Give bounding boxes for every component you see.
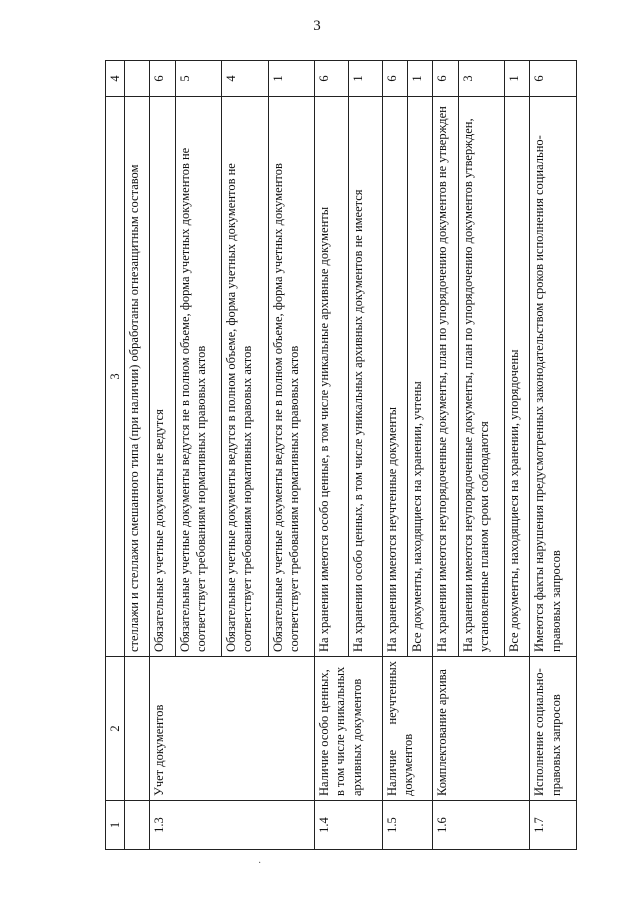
row-criterion xyxy=(125,657,150,801)
row-description: Все документы, находящиеся на хранении, учтены xyxy=(408,97,433,657)
row-score: 1 xyxy=(349,61,383,97)
row-number: 1.4 xyxy=(315,801,383,850)
table-row xyxy=(150,61,175,850)
row-number: 1.6 xyxy=(433,801,530,850)
row-score: 3 xyxy=(458,61,505,97)
table-row xyxy=(383,61,408,850)
row-score: 4 xyxy=(222,61,269,97)
table-row xyxy=(315,61,349,850)
row-score: 6 xyxy=(383,61,408,97)
row-description: На хранении имеются особо ценные, в том числе уникальные архивные документы xyxy=(315,97,349,657)
row-description: стеллажи и стеллажи смешанного типа (при наличии) обработаны огнезащитным составом xyxy=(125,97,150,657)
row-number: 1.5 xyxy=(383,801,433,850)
row-score: 6 xyxy=(433,61,458,97)
row-score: 6 xyxy=(530,61,577,97)
row-criterion: Учет документов xyxy=(150,657,315,801)
row-description: Обязательные учетные документы ведутся в полном объеме, форма учетных документов не соответствует требованиям нормативных правовых актов xyxy=(222,97,269,657)
row-description: На хранении имеются неупорядоченные документы, план по упорядочению документов не утвержден xyxy=(433,97,458,657)
header-col-3: 3 xyxy=(106,97,125,657)
row-score: 1 xyxy=(505,61,530,97)
row-description: Обязательные учетные документы ведутся не в полном объеме, форма учетных документов не соответствует требованиям нормативных правовых актов xyxy=(175,97,222,657)
row-number: 1.3 xyxy=(150,801,315,850)
evaluation-table xyxy=(105,60,577,850)
rotated-table-container xyxy=(105,60,577,850)
row-description: На хранении имеются неупорядоченные документы, план по упорядочению документов утвержден, установленные планом сроки соблюдаются xyxy=(458,97,505,657)
table-row xyxy=(433,61,458,850)
header-col-1: 1 xyxy=(106,801,125,850)
header-col-2: 2 xyxy=(106,657,125,801)
row-score: 1 xyxy=(268,61,315,97)
row-description: Обязательные учетные документы не ведутся xyxy=(150,97,175,657)
row-description: На хранении имеются неучтенные документы xyxy=(383,97,408,657)
row-criterion: Наличие особо ценных, в том числе уникальных архивных документов xyxy=(315,657,383,801)
row-number xyxy=(125,801,150,850)
row-number: 1.7 xyxy=(530,801,577,850)
row-description: Имеются факты нарушения предусмотренных законодательством сроков исполнения социально-правовых запросов xyxy=(530,97,577,657)
row-criterion: Комплектование архива xyxy=(433,657,530,801)
header-col-4: 4 xyxy=(106,61,125,97)
row-description: Обязательные учетные документы ведутся не в полном объеме, форма учетных документов соответствует требованиям нормативных правовых актов xyxy=(268,97,315,657)
row-score: 1 xyxy=(408,61,433,97)
table-row xyxy=(125,61,150,850)
row-score xyxy=(125,61,150,97)
row-criterion: Исполнение социально-правовых запросов xyxy=(530,657,577,801)
scan-speck: · xyxy=(258,858,262,869)
page-number: 3 xyxy=(313,18,321,34)
row-score: 6 xyxy=(150,61,175,97)
row-score: 6 xyxy=(315,61,349,97)
row-description: На хранении особо ценных, в том числе уникальных архивных документов не имеется xyxy=(349,97,383,657)
row-score: 5 xyxy=(175,61,222,97)
table-row xyxy=(530,61,577,850)
row-criterion: Наличие неучтенных документов xyxy=(383,657,433,801)
table-header-row xyxy=(106,61,125,850)
row-description: Все документы, находящиеся на хранении, упорядочены xyxy=(505,97,530,657)
